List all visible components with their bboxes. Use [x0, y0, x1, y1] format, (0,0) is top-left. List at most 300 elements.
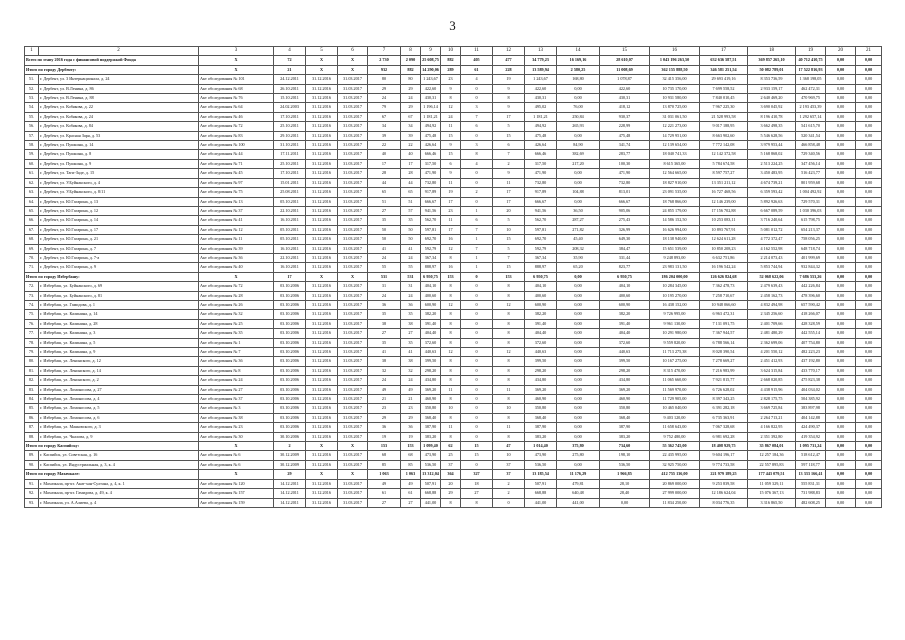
table-cell: 10	[493, 225, 525, 234]
table-cell: 2	[493, 159, 525, 168]
table-cell: 11	[493, 423, 525, 432]
table-cell: 29	[401, 84, 421, 93]
table-cell: 0,00	[557, 178, 600, 187]
table-cell: 11	[493, 385, 525, 394]
table-cell: 0	[461, 169, 493, 178]
table-cell: 29	[274, 470, 306, 479]
table-cell: 7 699 558,52	[700, 84, 748, 93]
table-cell: 10 931 580,00	[650, 94, 700, 103]
table-cell: г. Избербаш, ул. Буйнакского, д. 69	[39, 282, 199, 291]
table-cell: 228	[493, 65, 525, 74]
table-cell: 31.12.2016	[306, 300, 338, 309]
table-cell: Акт обследования № 1	[199, 338, 274, 347]
table-cell: X	[338, 442, 368, 451]
table-cell: 732,80	[525, 178, 557, 187]
table-cell: 21	[401, 395, 421, 404]
table-cell: 8 315 470,00	[650, 366, 700, 375]
table-cell: X	[199, 65, 274, 74]
table-cell: 25 608,75	[421, 56, 441, 65]
table-cell: 31.03.2017	[338, 319, 368, 328]
row-number: 81.	[25, 366, 39, 375]
table-cell: 35	[368, 216, 401, 225]
row-number: 74.	[25, 300, 39, 309]
table-cell: 0,00	[557, 319, 600, 328]
table-cell: 666,46	[525, 150, 557, 159]
table-cell: 31.12.2016	[306, 319, 338, 328]
table-row	[25, 413, 882, 422]
table-cell: 49	[368, 385, 401, 394]
row-number: 58.	[25, 141, 39, 150]
row-number: 65.	[25, 206, 39, 215]
table-cell: 31.12.2016	[306, 460, 338, 469]
table-cell: 11 729 905,00	[650, 395, 700, 404]
table-cell: 12	[493, 300, 525, 309]
table-cell: 433 770,17	[796, 366, 826, 375]
table-cell: 0,00	[856, 376, 882, 385]
table-cell: г. Дербент, ул. Красная Заря, д. 53	[39, 131, 199, 140]
table-cell: 30.12.2009	[274, 460, 306, 469]
table-cell: 917,89	[525, 188, 557, 197]
table-cell: 1 243,67	[421, 75, 441, 84]
table-cell: 31.12.2016	[306, 131, 338, 140]
table-cell: г. Дербент, ул. В.Ленина, д. 88	[39, 94, 199, 103]
table-cell: 0,00	[557, 94, 600, 103]
table-cell: 8 663 902,60	[700, 131, 748, 140]
table-cell: 8	[441, 357, 461, 366]
row-number: 70.	[25, 253, 39, 262]
table-cell: 03.10.2006	[274, 319, 306, 328]
table-cell: 31.12.2016	[306, 395, 338, 404]
table-cell: 470 969,75	[796, 94, 826, 103]
table-cell: 0,00	[856, 460, 882, 469]
table-cell: 22.10.2011	[274, 206, 306, 215]
table-cell: Акт обследования № 6	[199, 460, 274, 469]
table-cell: 31.12.2016	[306, 75, 338, 84]
table-cell: 0	[461, 348, 493, 357]
table-cell: 11 065 660,00	[650, 376, 700, 385]
table-cell: 31.03.2017	[338, 432, 368, 441]
table-cell: 504 385,92	[796, 395, 826, 404]
table-cell: 597,81	[525, 225, 557, 234]
table-cell: 31.03.2017	[338, 150, 368, 159]
table-cell: г. Избербаш, ул. Калинина, д. 3	[39, 329, 199, 338]
table-cell: 8	[493, 282, 525, 291]
table-cell: 28,10	[600, 479, 650, 488]
table-cell: 21	[274, 65, 306, 74]
table-cell: 40	[401, 150, 421, 159]
table-cell: 648 718,74	[796, 244, 826, 253]
table-cell: 36	[401, 300, 421, 309]
table-cell: 287,27	[557, 216, 600, 225]
table-cell: 31.12.2016	[306, 498, 338, 507]
table-cell: 126 626 824,68	[700, 272, 748, 281]
table-cell: 39	[368, 131, 401, 140]
table-cell: 153	[441, 272, 461, 281]
table-cell: 29	[368, 413, 401, 422]
table-cell: 0,00	[856, 479, 882, 488]
table-cell: 387,90	[600, 423, 650, 432]
table-cell: 23	[441, 206, 461, 215]
table-cell: 0	[461, 460, 493, 469]
table-cell: 4 201 550,12	[748, 348, 796, 357]
table-cell: 03.10.2006	[274, 395, 306, 404]
table-cell: 25.10.2011	[274, 122, 306, 131]
table-cell: 383 897,98	[796, 404, 826, 413]
table-cell: 31.12.2016	[306, 84, 338, 93]
table-cell: 23	[441, 75, 461, 84]
table-cell: 1 181,21	[525, 112, 557, 121]
table-cell: 479,81	[557, 479, 600, 488]
table-cell: 0,00	[856, 432, 882, 441]
table-cell: 9	[493, 84, 525, 93]
table-cell: 0,00	[826, 366, 856, 375]
table-cell: 5 081 012,72	[748, 225, 796, 234]
row-number: 72.	[25, 282, 39, 291]
table-cell: 1 078,87	[600, 75, 650, 84]
table-cell: 11	[441, 216, 461, 225]
header-cell: 9	[421, 47, 441, 56]
table-cell: 0,00	[856, 300, 882, 309]
table-cell: 67	[368, 112, 401, 121]
table-cell: X	[306, 442, 338, 451]
table-cell: 17.10.2011	[274, 169, 306, 178]
table-cell: г. Дербент, ул. Ю.Гагарина, д. 13	[39, 197, 199, 206]
table-cell: 16	[441, 235, 461, 244]
table-cell: 80	[368, 75, 401, 84]
table-cell: 6	[441, 159, 461, 168]
table-cell: 1 004 492,92	[796, 188, 826, 197]
table-cell: 31.12.2016	[306, 263, 338, 272]
table-cell: 0,00	[826, 178, 856, 187]
table-cell: 9 774 733,58	[700, 460, 748, 469]
table-cell: 51	[368, 197, 401, 206]
table-cell: 2 668 020,85	[748, 376, 796, 385]
table-cell: 03.10.2006	[274, 300, 306, 309]
table-cell: 31.12.2016	[306, 432, 338, 441]
table-cell: 9	[441, 169, 461, 178]
table-cell: 5 546 628,56	[748, 131, 796, 140]
table-cell: 5 892 926,63	[748, 197, 796, 206]
table-row	[25, 94, 882, 103]
table-cell: 27	[401, 498, 421, 507]
table-cell: 0,00	[557, 197, 600, 206]
table-cell: 7	[461, 244, 493, 253]
table-cell: 401 999,69	[796, 253, 826, 262]
table-cell: 36	[401, 423, 421, 432]
table-cell: 654 213,37	[796, 225, 826, 234]
table-cell: Акт обследования № 76	[199, 94, 274, 103]
table-cell: Акт обследования № 71	[199, 159, 274, 168]
table-cell: 375,80	[557, 442, 600, 451]
table-cell: 0,00	[826, 206, 856, 215]
table-cell: 2 214 073,43	[748, 253, 796, 262]
table-cell: 9 248 893,00	[650, 253, 700, 262]
table-cell: г. Избербаш, ул. Ломоносова, д. 5	[39, 404, 199, 413]
table-row	[25, 460, 882, 469]
table-cell: 0,00	[826, 479, 856, 488]
table-cell: 9 253 839,58	[700, 479, 748, 488]
table-cell: 640,48	[557, 489, 600, 498]
table-cell: 8 597 757,27	[700, 169, 748, 178]
table-cell: Акт обследования № 64	[199, 103, 274, 112]
table-cell: 6 391 282,18	[700, 404, 748, 413]
table-cell: Акт обследования № 26	[199, 300, 274, 309]
table-cell: 7 258 710,67	[700, 291, 748, 300]
table-cell: 0,00	[557, 169, 600, 178]
table-cell: 0,00	[856, 244, 882, 253]
table-cell: 2 362 699,06	[748, 338, 796, 347]
table-cell: 10 291 980,00	[650, 329, 700, 338]
table-cell: 36	[368, 423, 401, 432]
table-cell: 1 063	[401, 470, 421, 479]
table-cell: 0,00	[826, 56, 856, 65]
table-cell: 13 351 211,12	[700, 178, 748, 187]
table-cell: 13 333 166,41	[796, 470, 826, 479]
table-cell: 24	[401, 94, 421, 103]
table-cell: 11 569 970,00	[650, 385, 700, 394]
table-cell: 85	[401, 460, 421, 469]
table-cell: 3 669 725,84	[748, 404, 796, 413]
table-cell: г. Дербент, ул. Ю.Гагарина, д. 7-а	[39, 253, 199, 262]
table-cell: 35	[401, 216, 421, 225]
table-cell: 0,00	[826, 272, 856, 281]
table-row	[25, 479, 882, 488]
table-cell: г. Дербент, ул. Пушкина, д. 8	[39, 150, 199, 159]
table-cell: 0,00	[826, 65, 856, 74]
table-cell: г. Дербент, ул. Ю.Гагарина, д. 14	[39, 216, 199, 225]
table-cell: 0,00	[856, 282, 882, 291]
table-cell: 22	[368, 141, 401, 150]
table-cell: 1 292 657,14	[796, 112, 826, 121]
table-cell: X	[199, 56, 274, 65]
table-cell: 0,00	[557, 282, 600, 291]
table-cell: 11 059 329,11	[748, 479, 796, 488]
table-cell: 477	[493, 56, 525, 65]
table-cell: г. Избербаш, ул. Ленинского, д. 2	[39, 376, 199, 385]
table-cell: 0,00	[557, 395, 600, 404]
table-cell: 31.03.2017	[338, 188, 368, 197]
table-cell: 412 755 136,00	[650, 470, 700, 479]
table-cell: 5	[493, 216, 525, 225]
table-cell: 0,00	[826, 94, 856, 103]
table-cell: 6	[461, 216, 493, 225]
table-cell: 0,00	[856, 338, 882, 347]
table-cell: г. Избербаш, ул. Калинина, д. 14	[39, 310, 199, 319]
data-table	[24, 46, 882, 508]
table-cell: 597,81	[421, 225, 441, 234]
table-cell: 0,00	[856, 141, 882, 150]
table-cell: г. Махачкала, пр-кт. Гамидова, д. 49, к. 4	[39, 489, 199, 498]
table-cell: 562,70	[421, 216, 441, 225]
table-cell: 341,74	[600, 141, 650, 150]
table-cell: 0,00	[856, 216, 882, 225]
table-cell: 368,40	[421, 413, 441, 422]
table-cell: 17	[493, 197, 525, 206]
table-row	[25, 329, 882, 338]
table-cell: 31.12.2016	[306, 141, 338, 150]
table-cell: 4 772 372,47	[748, 235, 796, 244]
table-cell: 31.03.2017	[338, 423, 368, 432]
table-cell: 0,00	[826, 235, 856, 244]
table-cell: 12 257 184,36	[748, 451, 796, 460]
table-cell: 27 999 000,00	[650, 489, 700, 498]
table-cell: г. Избербаш, ул. Калинина, д. 9	[39, 348, 199, 357]
table-cell: г. Махачкала, ул. А.Алиева, д. 4	[39, 498, 199, 507]
table-cell: 471,90	[525, 169, 557, 178]
table-cell: Акт обследования № 97	[199, 178, 274, 187]
table-cell: 15	[493, 131, 525, 140]
table-cell: 13 589,94	[525, 65, 557, 74]
table-cell: 460,90	[525, 395, 557, 404]
table-cell: 758 056,25	[796, 235, 826, 244]
table-cell: 208,32	[557, 244, 600, 253]
table-cell: 16.10.2011	[274, 244, 306, 253]
table-cell: 31.03.2017	[338, 310, 368, 319]
table-cell: 6 667 089,59	[748, 206, 796, 215]
table-cell: 0,00	[826, 253, 856, 262]
table-cell: 31.12.2016	[306, 103, 338, 112]
table-cell: 23 983 131,50	[650, 263, 700, 272]
table-cell: 391,40	[525, 319, 557, 328]
table-cell: 8	[441, 498, 461, 507]
table-cell: 8	[441, 366, 461, 375]
table-cell: Акт обследования № 100	[199, 141, 274, 150]
table-cell: 668,88	[421, 489, 441, 498]
table-cell: 8	[493, 94, 525, 103]
table-cell: 0,00	[856, 94, 882, 103]
table-cell: 0	[461, 385, 493, 394]
table-cell: 12 186 624,04	[700, 489, 748, 498]
table-cell: X	[306, 65, 338, 74]
row-number: 93.	[25, 498, 39, 507]
table-cell: 24.02.2003	[274, 103, 306, 112]
table-cell: 31.03.2017	[338, 479, 368, 488]
table-cell: 0,00	[826, 460, 856, 469]
table-row	[25, 357, 882, 366]
table-cell: Акт обследования № 75	[199, 188, 274, 197]
table-cell: 250,84	[557, 112, 600, 121]
table-cell: 168,80	[557, 75, 600, 84]
table-cell: 34 779,23	[525, 56, 557, 65]
table-cell: 12	[441, 103, 461, 112]
table-cell: 50	[401, 235, 421, 244]
table-cell: 400,60	[600, 291, 650, 300]
table-cell: 35	[368, 310, 401, 319]
table-cell: г. Дербент, ул. В.Ленина, д. 86	[39, 84, 199, 93]
row-number: 91.	[25, 479, 39, 488]
table-cell: 441,00	[421, 498, 441, 507]
table-cell: 0,00	[856, 112, 882, 121]
table-cell: 9	[441, 84, 461, 93]
table-cell: 8 196 410,78	[748, 112, 796, 121]
table-cell: 0,00	[856, 404, 882, 413]
table-cell: 31.12.2016	[306, 329, 338, 338]
table-cell: 0	[461, 338, 493, 347]
table-cell: 7 921 815,77	[700, 376, 748, 385]
table-cell: 317,50	[421, 159, 441, 168]
table-cell: 35,90	[557, 253, 600, 262]
table-cell: 0,00	[826, 112, 856, 121]
table-cell: 0,00	[826, 131, 856, 140]
table-row	[25, 159, 882, 168]
table-cell: 12	[441, 244, 461, 253]
table-cell: 600,90	[600, 300, 650, 309]
table-cell: 23	[401, 404, 421, 413]
table-cell: 14 586 152,50	[650, 216, 700, 225]
table-cell: 0,00	[856, 272, 882, 281]
table-cell: 0,00	[826, 395, 856, 404]
table-cell: 31.12.2016	[306, 169, 338, 178]
table-row	[25, 253, 882, 262]
table-cell: г. Махачкала, пр-кт. Акат-хан-Султана, д. 4, к. 1	[39, 479, 199, 488]
table-cell: 422,60	[421, 84, 441, 93]
table-cell: 0	[461, 329, 493, 338]
table-cell: 0,00	[557, 300, 600, 309]
table-cell: 31.03.2017	[338, 225, 368, 234]
table-cell: 68	[401, 451, 421, 460]
table-cell: 2 090	[401, 56, 421, 65]
table-cell: 36	[368, 300, 401, 309]
table-cell: 31.03.2017	[338, 395, 368, 404]
table-cell: 384,47	[600, 244, 650, 253]
table-cell: 7 840 010,45	[700, 94, 748, 103]
table-cell: 31.12.2016	[306, 423, 338, 432]
table-cell: Акт обследования № 39	[199, 244, 274, 253]
table-cell: 14.12.2011	[274, 489, 306, 498]
table-cell: 0,00	[826, 75, 856, 84]
table-cell: 494,92	[525, 122, 557, 131]
row-number: 77.	[25, 329, 39, 338]
table-cell: 6 726 628,02	[700, 385, 748, 394]
table-cell: 10	[493, 451, 525, 460]
table-cell: 813,01	[600, 188, 650, 197]
table-cell: 17 522 816,93	[796, 65, 826, 74]
header-cell: 3	[199, 47, 274, 56]
table-cell: 05.10.2011	[274, 197, 306, 206]
table-cell: 16 196 542,24	[700, 263, 748, 272]
table-cell: 382,20	[421, 310, 441, 319]
table-cell: Акт обследования № 72	[199, 282, 274, 291]
table-cell: 0,00	[826, 141, 856, 150]
table-cell: 0,00	[826, 423, 856, 432]
table-row	[25, 300, 882, 309]
row-number: 71.	[25, 263, 39, 272]
row-number: 59.	[25, 150, 39, 159]
table-cell: 27	[401, 329, 421, 338]
table-cell: 31.12.2016	[306, 150, 338, 159]
table-cell: 372,60	[525, 338, 557, 347]
table-cell: 0,00	[856, 122, 882, 131]
table-cell: 404 142,88	[796, 413, 826, 422]
table-cell: 9 403 120,00	[650, 413, 700, 422]
table-cell: 12	[493, 348, 525, 357]
table-cell: 7	[461, 112, 493, 121]
table-cell: Акт обследования № 83	[199, 131, 274, 140]
table-row	[25, 178, 882, 187]
table-cell: 0,00	[856, 56, 882, 65]
table-cell: 13 870 725,00	[650, 103, 700, 112]
table-cell: 434,80	[421, 376, 441, 385]
table-cell: 13 312,04	[421, 470, 441, 479]
row-number: 76.	[25, 319, 39, 328]
table-cell: 8	[493, 357, 525, 366]
table-row	[25, 376, 882, 385]
table-row	[25, 451, 882, 460]
table-cell: г. Дербент, ул. 3 Интернационала, д. 24	[39, 75, 199, 84]
table-cell: 10 253 083,11	[700, 216, 748, 225]
table-cell: 22	[401, 141, 421, 150]
table-row	[25, 432, 882, 441]
